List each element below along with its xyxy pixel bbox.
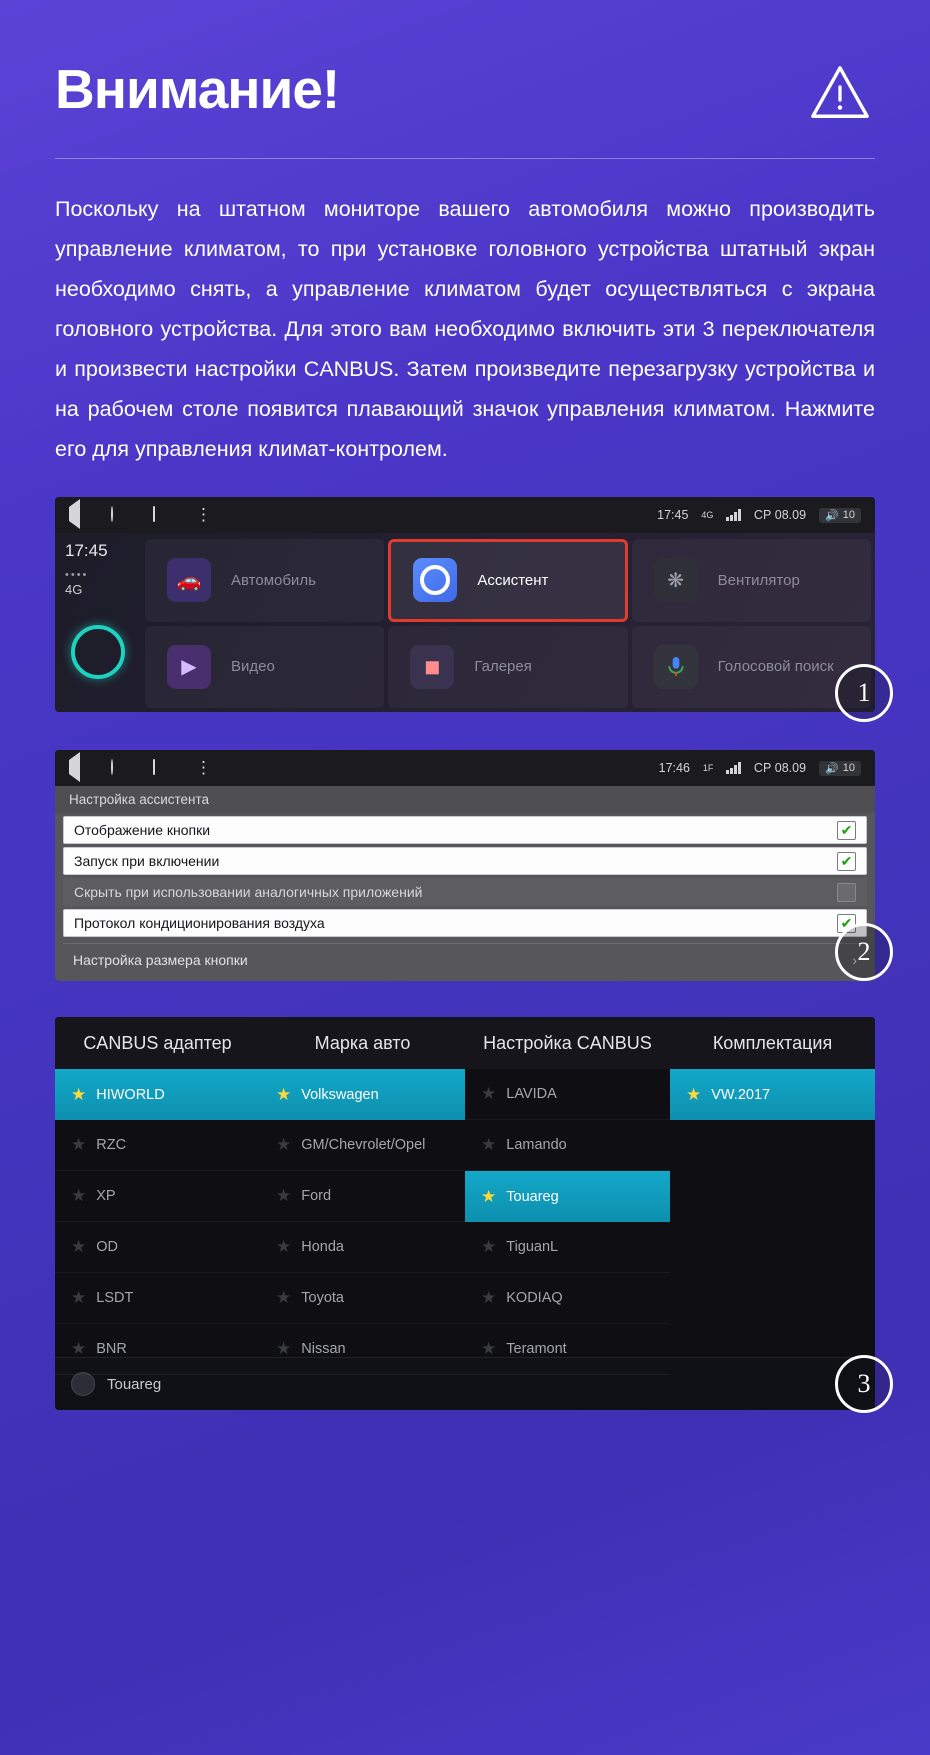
status-network: 1F	[702, 763, 714, 773]
list-item-label: Toyota	[301, 1290, 344, 1306]
list-item[interactable]	[465, 1069, 670, 1120]
list-item-label: BNR	[96, 1341, 127, 1357]
volume-badge	[819, 761, 861, 776]
list-item-label: Teramont	[506, 1341, 567, 1357]
canbus-column-brand	[260, 1069, 465, 1375]
warning-triangle-icon	[809, 62, 871, 124]
app-tile-gallery[interactable]	[388, 626, 627, 709]
list-item-label: OD	[96, 1239, 118, 1255]
app-tile-label: Голосовой поиск	[717, 658, 834, 676]
setting-label: Запуск при включении	[74, 853, 220, 869]
list-item[interactable]	[465, 1324, 670, 1375]
star-icon: ★	[481, 1288, 497, 1307]
star-icon: ★	[71, 1135, 87, 1154]
status-indicators-1	[657, 508, 861, 523]
nav-buttons	[69, 507, 212, 523]
list-item-label: TiguanL	[506, 1239, 559, 1255]
list-item-label: Lamando	[506, 1137, 567, 1153]
assistant-ring-icon[interactable]	[71, 625, 125, 679]
recents-icon[interactable]	[153, 507, 169, 523]
star-icon: ★	[71, 1084, 87, 1104]
screenshot-assistant-settings	[55, 750, 875, 977]
star-icon: ★	[481, 1135, 497, 1154]
settings-title: Настройка ассистента	[55, 786, 875, 813]
list-item-label: GM/Chevrolet/Opel	[301, 1137, 426, 1153]
list-item[interactable]	[260, 1273, 465, 1324]
list-item[interactable]	[260, 1324, 465, 1375]
star-icon: ★	[481, 1084, 497, 1103]
chevron-right-icon: ›	[852, 951, 857, 968]
volume-level: 10	[842, 762, 855, 774]
home-icon[interactable]	[111, 760, 127, 776]
list-item-label: RZC	[96, 1137, 127, 1153]
signal-icon	[726, 762, 741, 774]
list-item-label: HIWORLD	[96, 1086, 165, 1103]
star-icon: ★	[276, 1084, 292, 1104]
app-tile-label: Автомобиль	[231, 571, 316, 589]
list-item-label: LSDT	[96, 1290, 134, 1306]
header-divider	[55, 158, 875, 159]
canbus-column-header: Настройка CANBUS	[483, 1032, 652, 1053]
checkbox-checked-icon[interactable]: ✔	[837, 914, 856, 933]
list-item[interactable]	[260, 1222, 465, 1273]
screenshot-canbus-config	[55, 1017, 875, 1409]
signal-icon	[726, 509, 741, 521]
car-icon: 🚗	[167, 558, 211, 602]
more-menu-icon[interactable]: ⋮	[195, 505, 212, 524]
app-tile-assistant[interactable]	[388, 539, 627, 622]
app-tile-fan[interactable]	[632, 539, 871, 622]
home-icon[interactable]	[111, 507, 127, 523]
canbus-column-trim	[670, 1069, 875, 1375]
status-bar-2	[55, 750, 875, 786]
gallery-icon: ◼	[410, 645, 454, 689]
canbus-header-row	[55, 1017, 875, 1069]
star-icon: ★	[71, 1186, 87, 1205]
fan-icon: ❋	[654, 558, 698, 602]
list-item-label: Nissan	[301, 1341, 346, 1357]
star-icon: ★	[481, 1237, 497, 1256]
canbus-column-header: Комплектация	[712, 1032, 833, 1053]
star-icon: ★	[686, 1084, 702, 1104]
app-grid	[141, 533, 875, 712]
setting-row-hide-on-similar-apps[interactable]	[63, 878, 867, 906]
list-item[interactable]	[55, 1324, 260, 1375]
star-icon: ★	[481, 1186, 497, 1206]
volume-badge	[819, 508, 861, 523]
list-item[interactable]	[55, 1069, 260, 1120]
status-time: 17:46	[658, 761, 690, 775]
speaker-icon: 🔊	[825, 762, 839, 775]
nav-buttons-2	[69, 760, 212, 776]
list-item[interactable]	[55, 1222, 260, 1273]
list-item[interactable]	[260, 1171, 465, 1222]
list-item-label: Volkswagen	[301, 1086, 379, 1103]
assistant-icon	[413, 558, 457, 602]
intro-paragraph: Поскольку на штатном мониторе вашего автомобиля можно производить управление климатом, то при установке головного устройства штатный экран необходимо снять, а управление климатом будет осуществляться с экрана головного устройства. Для этого вам необходимо включить эти 3 переключателя и произвести настройки CANBUS. Затем произведите перезагрузку устройства и на рабочем столе появится плавающий значок управления климатом. Нажмите его для управления климат-контролем.	[55, 197, 875, 461]
list-item-label: KODIAQ	[506, 1290, 563, 1306]
list-item-label: LAVIDA	[506, 1086, 557, 1102]
list-item[interactable]	[465, 1171, 670, 1222]
list-item-label: XP	[96, 1188, 116, 1204]
list-item[interactable]	[465, 1273, 670, 1324]
setting-label: Отображение кнопки	[74, 822, 211, 838]
list-item[interactable]	[260, 1120, 465, 1171]
sidebar-signal-dots: ••••	[65, 569, 89, 581]
app-tile-video[interactable]	[145, 626, 384, 709]
launcher-sidebar	[55, 533, 141, 712]
settings-body	[55, 786, 875, 981]
status-indicators-2	[659, 761, 861, 776]
app-tile-label: Ассистент	[477, 571, 549, 589]
video-icon: ▶	[167, 645, 211, 689]
list-item[interactable]	[465, 1120, 670, 1171]
list-item[interactable]	[55, 1171, 260, 1222]
recents-icon[interactable]	[153, 760, 169, 776]
more-menu-icon[interactable]: ⋮	[195, 758, 212, 777]
setting-row-ac-protocol[interactable]	[63, 909, 867, 937]
checkbox-checked-icon[interactable]: ✔	[837, 821, 856, 840]
star-icon: ★	[481, 1339, 497, 1358]
setting-label: Настройка размера кнопки	[73, 951, 248, 968]
checkbox-unchecked-icon[interactable]	[837, 883, 856, 902]
app-tile-car[interactable]	[145, 539, 384, 622]
volume-level: 10	[842, 509, 855, 521]
app-tile-label: Видео	[231, 658, 275, 676]
list-item-label: Ford	[301, 1188, 332, 1204]
star-icon: ★	[276, 1186, 292, 1205]
canbus-column-header: Марка авто	[314, 1032, 411, 1053]
launcher-body	[55, 533, 875, 712]
back-icon[interactable]	[69, 507, 85, 523]
list-item[interactable]	[55, 1273, 260, 1324]
status-time: 17:45	[657, 508, 689, 522]
setting-label: Протокол кондиционирования воздуха	[74, 915, 325, 931]
app-tile-label: Галерея	[474, 658, 532, 676]
sidebar-network: 4G	[65, 582, 83, 597]
setting-row-button-size[interactable]	[63, 943, 867, 975]
sidebar-time: 17:45	[65, 541, 108, 560]
star-icon: ★	[276, 1135, 292, 1154]
status-date: СР 08.09	[753, 508, 807, 522]
list-item[interactable]	[55, 1120, 260, 1171]
step-badge-3: 3	[835, 1355, 893, 1413]
list-item[interactable]	[670, 1069, 875, 1120]
star-icon: ★	[71, 1288, 87, 1307]
page-title: Внимание!	[55, 58, 340, 120]
car-badge-icon	[71, 1372, 95, 1396]
status-date: СР 08.09	[753, 761, 807, 775]
list-item-label: Touareg	[506, 1188, 559, 1205]
step-badge-2: 2	[835, 923, 893, 981]
star-icon: ★	[276, 1288, 292, 1307]
list-item-label: Honda	[301, 1239, 344, 1255]
canbus-footer-label: Touareg	[107, 1375, 162, 1393]
canbus-column-model	[465, 1069, 670, 1375]
star-icon: ★	[276, 1237, 292, 1256]
microphone-icon	[654, 645, 698, 689]
checkbox-checked-icon[interactable]: ✔	[837, 852, 856, 871]
status-bar-1	[55, 497, 875, 533]
setting-label: Скрыть при использовании аналогичных приложений	[74, 884, 423, 900]
screenshot-launcher	[55, 497, 875, 712]
list-item-label: VW.2017	[711, 1086, 771, 1103]
canbus-column-header: CANBUS адаптер	[83, 1032, 232, 1053]
back-icon[interactable]	[69, 760, 85, 776]
star-icon: ★	[276, 1339, 292, 1358]
setting-row-show-button[interactable]	[63, 816, 867, 844]
list-item[interactable]	[260, 1069, 465, 1120]
app-tile-label: Вентилятор	[717, 571, 800, 589]
canbus-columns	[55, 1069, 875, 1357]
header	[55, 0, 875, 124]
step-badge-1: 1	[835, 664, 893, 722]
speaker-icon: 🔊	[825, 509, 839, 522]
star-icon: ★	[71, 1237, 87, 1256]
list-item[interactable]	[465, 1222, 670, 1273]
status-network: 4G	[701, 510, 714, 520]
canbus-column-adapter	[55, 1069, 260, 1375]
star-icon: ★	[71, 1339, 87, 1358]
setting-row-start-on-boot[interactable]	[63, 847, 867, 875]
